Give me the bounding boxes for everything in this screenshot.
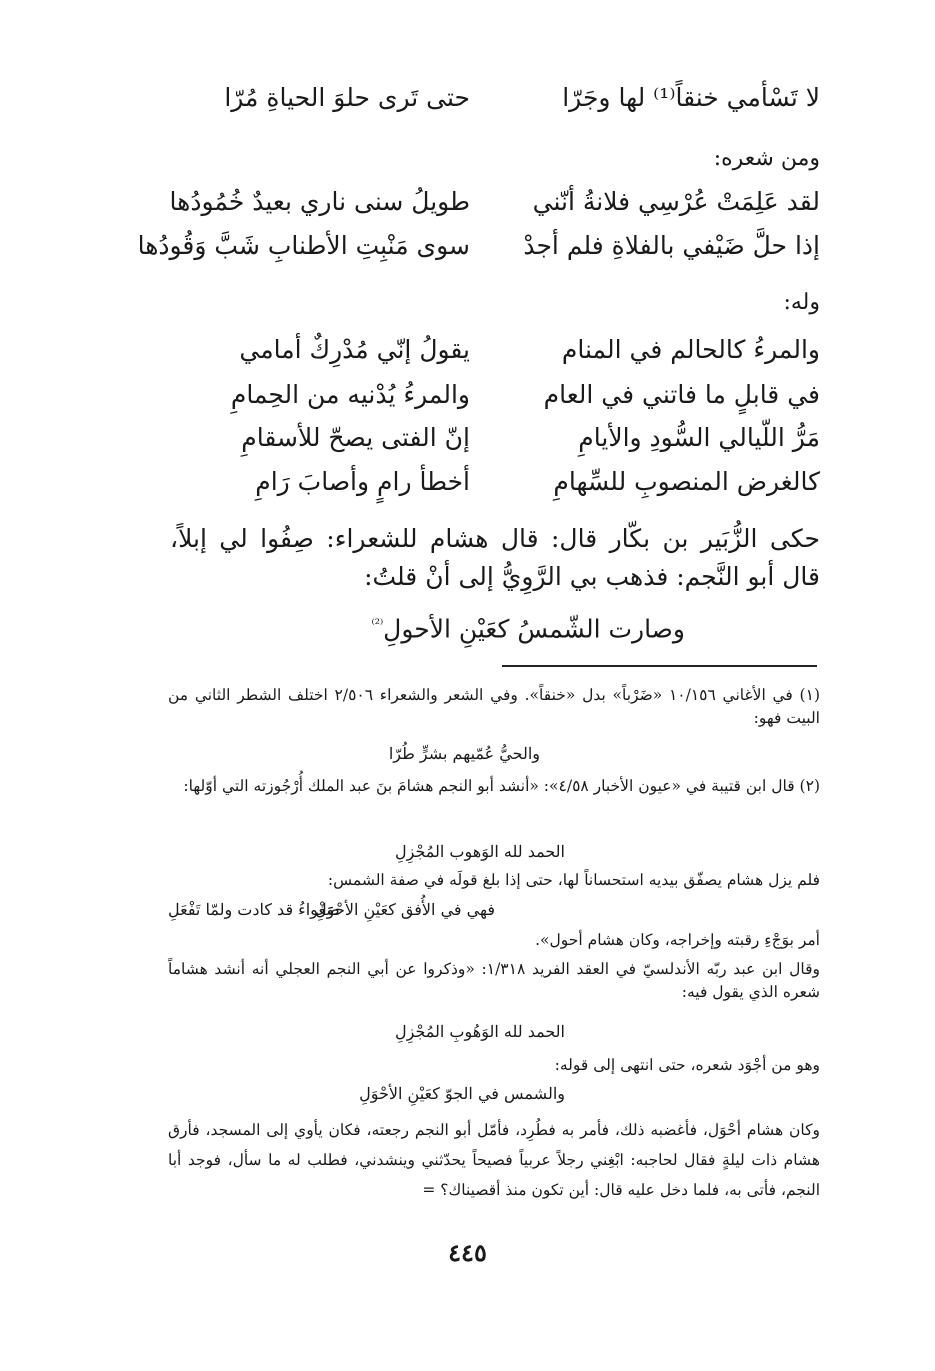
hemistich-second: يقولُ إنّي مُدْرِكٌ أمامي <box>239 335 470 364</box>
footnote-number: (١) <box>799 686 820 704</box>
prose-paragraph: حكى الزُّبَير بن بكّار قال: قال هشام للشعراء: صِفُوا لي إبلاً، قال أبو النَّجم: فذهب بي الرَّوِيُّ إلى أنْ قلتُ: <box>170 524 820 591</box>
verse-row <box>170 462 820 502</box>
footnote-number: (٢) <box>799 777 820 795</box>
verse-row <box>170 182 820 222</box>
quoted-verse <box>372 606 685 648</box>
footnote-text: قال ابن قتيبة في «عيون الأخبار ٤/٥٨»: «أنشد أبو النجم هشامَ بنَ عبد الملك أُرْجُوزته التي أوّلها: <box>183 777 795 795</box>
hemistich-second: حتى تَرى حلوَ الحياةِ مُرّا <box>224 83 470 112</box>
quoted-verse-text: وصارت الشّمسُ كعَيْنِ الأحولِ <box>383 614 685 644</box>
hemistich-first: كالغرض المنصوبِ للسِّهامِ <box>553 467 820 496</box>
footnote-verse: والشمس في الجوّ كعَيْنِ الأحْوَلِ <box>359 1084 565 1103</box>
footnote-paragraph: وقال ابن عبد ربّه الأندلسيّ في العقد الفريد ١/٣١٨: «وذكروا عن أبي النجم العجلي أنه أنشد هشاماً شعره الذي يقول فيه: <box>168 960 820 1001</box>
verse-row <box>170 78 820 118</box>
verse-row <box>170 375 820 415</box>
footnote-separator <box>502 665 817 667</box>
hemistich-second: إنّ الفتى يصحّ للأسقامِ <box>241 423 470 452</box>
hemistich-first: إذا حلَّ ضَيْفي بالفلاةِ فلم أجدْ <box>523 231 820 260</box>
footnote-paragraph: وكان هشام أحْوَل، فأغضبه ذلك، فأمر به فطُرِد، فأمّل أبو النجم رجعته، فكان يأوي إلى المسجد، فأرق هشام ذات ليلةٍ فقال لحاجبه: ابْغِني رجلاً عربياً فصيحاً يحدّثني وينشدني، فطلب له ما سأل، فوجد أبا النجم، فأتى به، فلما دخل عليه قال: أين تكون منذ أقصيناك؟ = <box>168 1121 820 1199</box>
hemistich-second: والمرءُ يُدْنيه من الحِمامِ <box>230 380 470 409</box>
footnote-verse: والحيُّ عُمّيهم بشرٍّ طُرّا <box>388 744 540 763</box>
verse-row <box>170 418 820 458</box>
footnote-marker: ⁽²⁾ <box>371 617 384 632</box>
footnote-hemistich-second: صَغْواءُ قد كادت ولمّا تَفْعَلِ <box>168 900 340 919</box>
hemistich-first: لا تَسْأمي خنقاً⁽¹⁾ لها وجَرّا <box>562 83 820 112</box>
hemistich-first: لقد عَلِمَتْ عُرْسِي فلانةُ أنّني <box>532 187 820 216</box>
footnote-2 <box>168 775 820 798</box>
hemistich-first: مَرُّ اللّيالي السُّودِ والأيامِ <box>578 423 820 452</box>
hemistich-first: والمرءُ كالحالم في المنام <box>561 335 820 364</box>
section-label-lahu: وله: <box>783 290 820 315</box>
hemistich-second: أخطأ رامٍ وأصابَ رَامِ <box>255 467 470 496</box>
footnote-verse: الحمد لله الوَهُوبِ المُجْزِلِ <box>394 1022 565 1041</box>
footnote-line: وهو من أجْوَد شعره، حتى انتهى إلى قوله: <box>554 1056 820 1074</box>
section-label-shiruh: ومن شعره: <box>713 146 820 171</box>
hemistich-second: سوى مَنْبِتِ الأطنابِ شَبَّ وَقُودُها <box>137 231 470 260</box>
verse-row <box>170 330 820 370</box>
page-number: ٤٤٥ <box>448 1238 487 1267</box>
footnote-text: في الأغاني ١٠/١٥٦ «ضَرْباً» بدل «خنقاً». وفي الشعر والشعراء ٢/٥٠٦ اختلف الشطر الثاني من البيت فهو: <box>168 686 820 727</box>
footnote-line: فلم يزل هشام يصفّق بيديه استحساناً لها، حتى إذا بلغ قولَه في صفة الشمس: <box>327 871 820 889</box>
footnote-verse: الحمد لله الوَهوب المُجْزِلِ <box>394 842 565 861</box>
footnote-hemistich-first: فهي في الأُفق كعَيْنِ الأحْوَلِ <box>315 900 495 919</box>
hemistich-first: في قابلٍ ما فاتني في العام <box>543 380 820 409</box>
footnote-1 <box>168 684 820 730</box>
verse-row <box>137 226 820 266</box>
hemistich-second: طويلُ سنى ناري بعيدٌ خُمُودُها <box>169 187 470 216</box>
footnote-line: أمر بوَجْءِ رقبته وإخراجه، وكان هشام أحول». <box>535 931 820 949</box>
